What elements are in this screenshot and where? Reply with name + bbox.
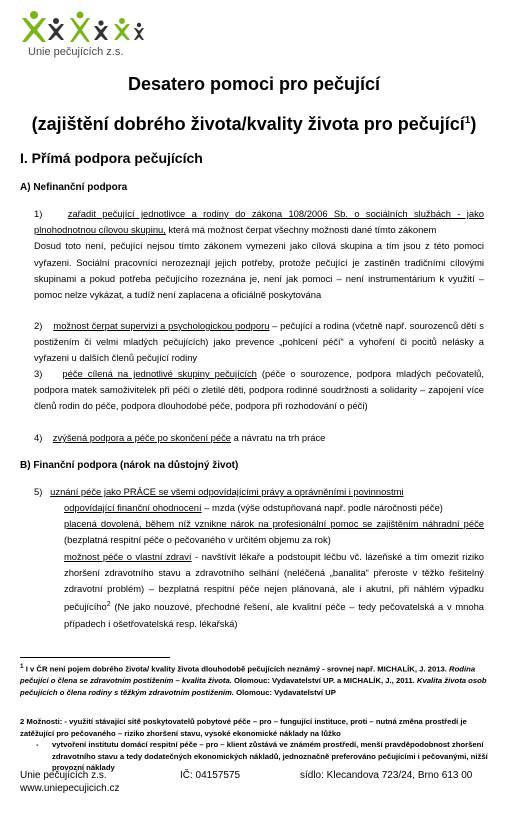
page-subtitle: (zajištění dobrého života/kvality života pro pečující$^1$): [31, 114, 477, 134]
list-item-5: 5) uznání péče jako PRÁCE se všemi odpovídajícími právy a oprávněními i povinnostmi: [34, 486, 404, 497]
list-item-1: 1) zařadit pečující jednotlivce a rodiny do zákona 108/2006 Sb. o sociálních službách - jako plnohodnotnou cílovou skupinu, která má možnost čerpat všechny možnosti dané tímto zákonem Dosud toto není, pečující nejsou tímto zákonem vymezeni jako cílová skupina a tím jsou z této pomoci vyřazeni. Sociální pracovníci nerozeznají jejich potřeby, protože pečující je zastíněn tradičními cílovými skupinami a pokud potřeba pečujícího rozeznána je, není jak pomoci – není instrumentárium k využití – pomoc nelze vykázat, a tudíž není zaplacena a oficiálně poskytována: [34, 206, 484, 303]
footer-address: sídlo: Klecandova 723/24, Brno 613 00: [300, 770, 473, 781]
list-item-4: 4) zvýšená podpora a péče po skončení péče a návratu na trh práce: [34, 432, 326, 443]
page-title: Desatero pomoci pro pečující: [127, 74, 381, 94]
list-item-1-detail: Dosud toto není, pečující nejsou tímto zákonem vymezeni jako cílová skupina a tím jsou z této pomoci vyřazeni. Sociální pracovníci nerozeznají jejich potřeby, protože pečující je zastíněn tradičními cílovými skupinami a pokud potřeba pečujícího rozeznána je, není jak pomoci – není instrumentárium k využití – pomoc nelze vykázat, a tudíž není zaplacena a oficiálně poskytována: [34, 240, 484, 301]
footer-org: Unie pečujících z.s. www.uniepecujicich.cz: [20, 770, 120, 794]
section-heading-nonfinancial: A) Nefinanční podpora: [20, 182, 128, 193]
footnote-1: $^1$ I v ČR není pojem dobrého života/ kvality života dlouhodobě pečujících neznámý - srovnej např. MICHALÍK, J. 2013. Rodina pečující o člena se zdravotním postižením – kvalita života. Olomouc: Vydavatelství UP. a MICHALÍK, J., 2011. Kvalita života osob pečujících o člena rodiny s těžkým zdravotním postižením. Olomouc: Vydavatelství UP: [20, 663, 487, 697]
logo-text: Unie pečujících z.s.: [28, 46, 124, 58]
section-heading-direct-support: I. Přímá podpora pečujících: [20, 150, 203, 166]
footer-ico: IČ: 04157575: [180, 770, 241, 781]
logo: [18, 10, 158, 68]
list-item-2: 2) možnost čerpat supervizi a psychologickou podporu – pečující a rodina (včetně např. sourozenců dětí s postižením či velmi mladých pečujících) jako prevence „pohlcení péčí“ a vyhoření či pocitů nelásky a vyřazeni u dalších členů pečující rodiny: [34, 320, 484, 364]
footnote-2: 2 Možnosti: - využití stávající sítě poskytovatelů pobytové péče – pro – fungující instituce, proti – nutná změna prostředí je zatěžující pro pečovaného – riziko zhoršení stavu, vysoké ekonomické náklady na lůžko - vytvoření institutu domácí respitní péče – pro – klient zůstává ve známém prostředí, menší pravděpodobnost zhoršení zdravotního stavu a tedy dodatečných ekonomických nákladů, jednoznačně preferováno pečujícími i pečovanými, nižší provozní náklady: [20, 717, 488, 773]
footnote-separator: [20, 657, 170, 658]
list-item-3: 3) péče cílená na jednotlivé skupiny pečujících (péče o sourozence, podpora mladých pečovatelů, podpora matek samoživitelek při péči o zletilé děti, podpora rodinné soudržnosti a solidarity – zapojení více členů rodin do péče, podpora dlouhodobé péče, podpora při rozhodování o péči): [34, 368, 484, 412]
footer-website-link[interactable]: www.uniepecujicich.cz: [20, 783, 120, 794]
list-item-5-details: odpovídající finanční ohodnocení – mzda (výše odstupňovaná např. podle náročnosti péče) placená dovolená, během níž vznikne nárok na profesionální pomoc se zajištěním náhradní péče (bezplatná respitní péče o pečovaného v určitém objemu za rok) možnost péče o vlastní zdraví - navštívit lékaře a podstoupit léčbu vč. lázeňské a tím omezit riziko zhoršení zdravotního stavu a zdravotního selhání (neléčená „banalita“ přeroste v těžko řešitelný zdravotní problém) – bezplatná respitní péče nejen plánovaná, ale i akutní, při náhlém výpadku pečujícího$^2$ (Ne jako nouzové, přechodné řešení, ale kvalitní péče – tedy pečovatelská a v mnoha případech i ošetřovatelská resp. lékařská): [64, 502, 484, 629]
section-heading-financial: B) Finanční podpora (nárok na důstojný život): [20, 460, 239, 471]
